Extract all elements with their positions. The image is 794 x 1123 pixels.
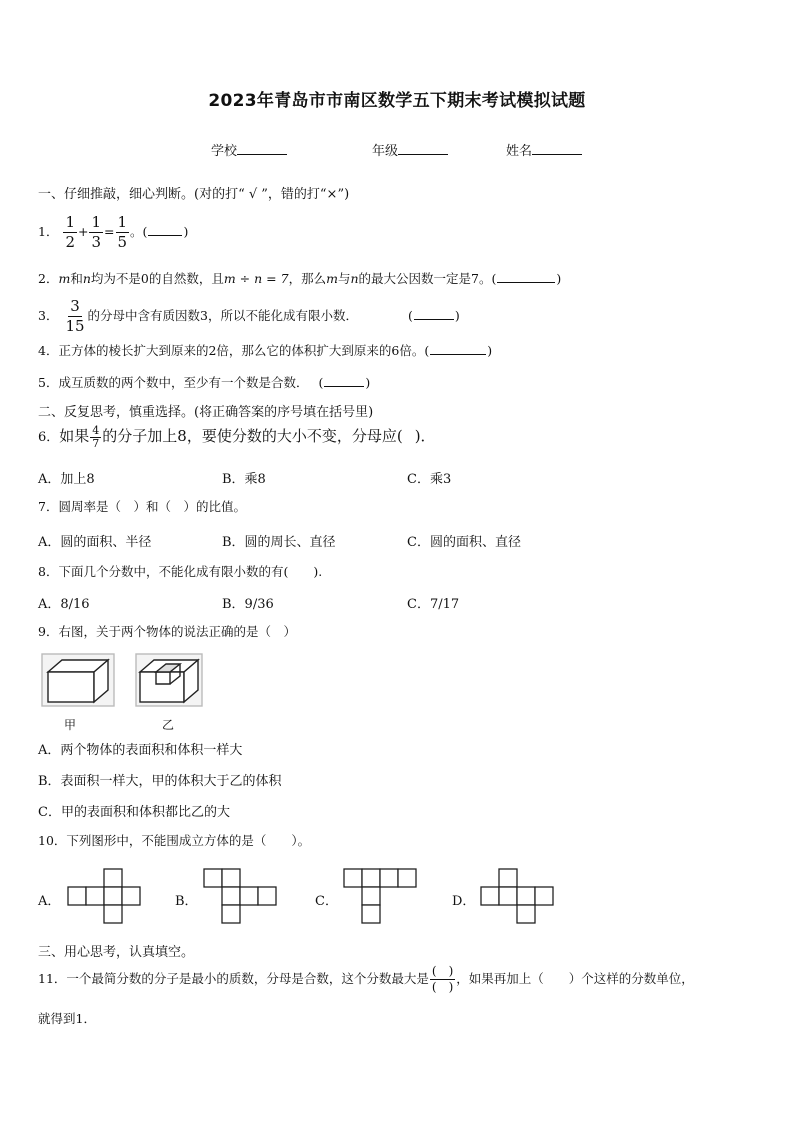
q9-figure <box>42 654 202 710</box>
q8-option-a[interactable]: A．8/16 <box>38 597 90 612</box>
section3-heading: 三、用心思考，认真填空。 <box>38 945 195 960</box>
question-11: 11．一个最简分数的分子是最小的质数，分母是合数，这个分数最大是 $\frac{( )}{( )}$ ，如果再加上（ ）个这样的分数单位， <box>38 964 694 994</box>
q10-net-a <box>68 869 140 923</box>
q10-net-c <box>344 869 416 923</box>
question-8: 8．下面几个分数中，不能化成有限小数的有( ). <box>38 564 323 579</box>
q10-option-d[interactable]: D． <box>452 894 476 909</box>
q9-label-jia: 甲 <box>64 718 77 732</box>
question-5: 5．成互质数的两个数中，至少有一个数是合数． ( ) <box>38 375 371 390</box>
q9-option-a[interactable]: A．两个物体的表面积和体积一样大 <box>38 743 243 758</box>
q2-answer-blank[interactable] <box>497 270 555 283</box>
q5-answer-blank[interactable] <box>324 374 364 387</box>
q7-option-b[interactable]: B．圆的周长、直径 <box>222 535 336 550</box>
q1-fraction-3: $\frac{1}{5}$ <box>117 213 128 251</box>
question-9: 9．右图，关于两个物体的说法正确的是（ ） <box>38 624 296 639</box>
grade-field <box>372 140 448 159</box>
question-4: 4．正方体的棱长扩大到原来的2倍，那么它的体积扩大到原来的6倍。( ) <box>38 343 493 358</box>
name-blank[interactable] <box>532 140 582 155</box>
name-field <box>506 140 582 159</box>
q1-fraction-2: $\frac{1}{3}$ <box>91 213 102 251</box>
question-7: 7．圆周率是（ ）和（ ）的比值。 <box>38 499 246 514</box>
q9-option-c[interactable]: C．甲的表面积和体积都比乙的大 <box>38 805 230 820</box>
q6-option-b[interactable]: B．乘8 <box>222 472 266 487</box>
q7-option-c[interactable]: C．圆的面积、直径 <box>407 535 521 550</box>
question-1: 1． $\frac{1}{2}$ + $\frac{1}{3}$ = $\frac{1}{5}$ 。( ) <box>38 213 189 251</box>
q3-number: 3． <box>38 308 59 323</box>
q10-option-a[interactable]: A． <box>38 894 61 909</box>
q11-answer-fraction[interactable]: $\frac{( )}{( )}$ <box>431 964 454 994</box>
section1-heading: 一、仔细推敲，细心判断。(对的打“ √ ”，错的打“×”) <box>38 187 350 202</box>
page-title: 2023年青岛市市南区数学五下期末考试模拟试题 <box>208 91 586 111</box>
q4-number: 4． <box>38 343 59 358</box>
q6-fraction: $\frac{4}{7}$ <box>92 423 100 450</box>
q2-number: 2． <box>38 271 59 286</box>
section2-heading: 二、反复思考，慎重选择。(将正确答案的序号填在括号里) <box>38 405 374 420</box>
question-10: 10．下列图形中，不能围成立方体的是（ ）。 <box>38 833 311 848</box>
q6-number: 6． <box>38 430 60 445</box>
q10-net-d <box>481 869 553 923</box>
name-label: 姓名 <box>506 144 533 159</box>
q6-option-c[interactable]: C．乘3 <box>407 472 452 487</box>
question-3: 3． $\frac{3}{15}$ 的分母中含有质因数3，所以不能化成有限小数． ( ) <box>38 297 460 335</box>
q8-option-c[interactable]: C．7/17 <box>407 597 460 612</box>
q3-answer-blank[interactable] <box>414 307 454 320</box>
q8-option-b[interactable]: B．9/36 <box>222 597 274 612</box>
q5-number: 5． <box>38 375 59 390</box>
grade-blank[interactable] <box>398 140 448 155</box>
q9-label-yi: 乙 <box>162 718 175 732</box>
q6-option-a[interactable]: A．加上8 <box>38 472 95 487</box>
q2-expression: m ÷ n = 7 <box>223 271 289 286</box>
q7-option-a[interactable]: A．圆的面积、半径 <box>38 535 152 550</box>
q1-answer-blank[interactable] <box>148 223 182 236</box>
grade-label: 年级 <box>372 144 399 159</box>
school-label: 学校 <box>211 144 238 159</box>
q1-number: 1． <box>38 224 59 239</box>
q4-answer-blank[interactable] <box>430 342 486 355</box>
school-blank[interactable] <box>237 140 287 155</box>
school-field <box>211 140 287 159</box>
notched-box-yi-figure <box>136 654 202 706</box>
q9-option-b[interactable]: B．表面积一样大，甲的体积大于乙的体积 <box>38 774 282 789</box>
q10-option-b[interactable]: B． <box>175 894 198 909</box>
question-11-continued: 就得到1． <box>38 1011 96 1026</box>
q3-fraction: $\frac{3}{15}$ <box>65 297 85 335</box>
question-6: 6．如果 $\frac{4}{7}$ 的分子加上8，要使分数的大小不变，分母应( )． <box>38 423 436 450</box>
question-2: 2．m和n均为不是0的自然数，且m ÷ n = 7，那么m与n的最大公因数一定是7。( ) <box>38 271 562 286</box>
q10-option-c[interactable]: C． <box>315 894 338 909</box>
q1-fraction-1: $\frac{1}{2}$ <box>65 213 75 251</box>
q10-net-b <box>204 869 276 923</box>
solid-box-jia-figure <box>42 654 114 706</box>
